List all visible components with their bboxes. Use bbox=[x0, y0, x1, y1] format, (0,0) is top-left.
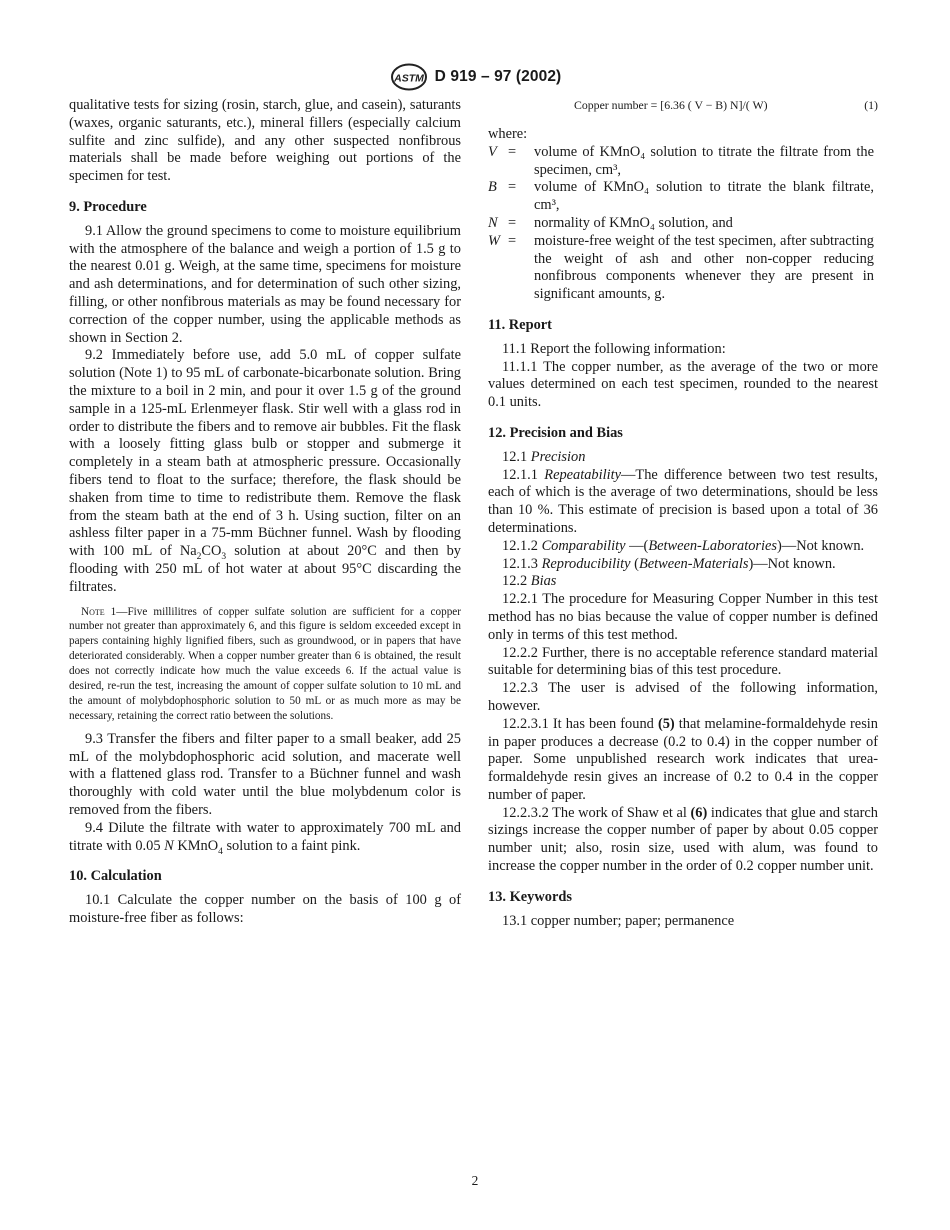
svg-text:ASTM: ASTM bbox=[393, 72, 424, 85]
page-header bbox=[0, 62, 950, 92]
paragraph-9-2: 9.2 Immediately before use, add 5.0 mL of copper sulfate solution (Note 1) to 95 mL of carbonate-bicarbonate solution. Bring the mixture to a boil in 2 min, and pour it over 1.5 g of the ground sample in a 125-mL Erlenmeyer flask. Stir well with a glass rod in order to distribute the fibers and to remove air bubbles. Fit the flask with a loosely fitting glass bulb or stopper and submerge it completely in a steam bath at atmospheric pressure. Occasionally fibers tend to float to the surface; therefore, the flask should be shaken from time to time to redistribute them. Remove the flask from the steam bath at the end of 3 h. Using suction, filter on an ashless filter paper in a 75-mm Büchner funnel. Wash by flooding with 100 mL of $Na_2CO_3$ solution at about 20°C and then by flooding with 250 mL of hot water at about 95°C discarding the filtrates. bbox=[69, 347, 461, 595]
paragraph-11-1: 11.1 Report the following information: bbox=[502, 340, 726, 357]
definition-b: B = volume of KMnO₄ solution to titrate the blank filtrate, cm³, bbox=[488, 179, 874, 214]
definition-w: W = moisture-free weight of the test specimen, after subtracting the weight of ash and other non-copper reducing nonfibrous components whenever they are present in significant amounts, g. bbox=[488, 232, 874, 303]
section-13-title: 13. Keywords bbox=[488, 888, 572, 905]
paragraph-12-1-1: 12.1.1 Repeatability—The difference between two test results, each of which is the average of two determinations, should be less than 10 %. This estimate of precision is based upon a total of 36 determinations. bbox=[488, 466, 878, 536]
paragraph-9-1: 9.1 Allow the ground specimens to come to moisture equilibrium with the atmosphere of the balance and weigh a portion of 1.5 g to the nearest 0.01 g. Weigh, at the same time, specimens for moisture and ash determinations, and for determination of such other sizing, filling, or other nonfibrous materials as may be found necessary for correction of the copper number, using the applicable methods as shown in Section 2. bbox=[69, 222, 461, 346]
document-designation: D 919 – 97 (2002) bbox=[434, 68, 562, 85]
equation-number: (1) bbox=[864, 98, 878, 112]
section-11-title: 11. Report bbox=[488, 316, 552, 333]
page-number: 2 bbox=[471, 1173, 479, 1188]
paragraph-12-2-3: 12.2.3 The user is advised of the following information, however. bbox=[488, 680, 878, 714]
section-12-title: 12. Precision and Bias bbox=[488, 424, 623, 441]
astm-logo-icon bbox=[389, 63, 429, 91]
where-label: where: bbox=[488, 126, 528, 142]
section-10-title: 10. Calculation bbox=[69, 868, 162, 885]
equation-text: Copper number = [6.36 ( V − B) N]/( W) bbox=[574, 98, 768, 112]
paragraph-12-2-3-1: 12.2.3.1 It has been found (5) that melamine-formaldehyde resin in paper produces a decrease (0.2 to 0.4) in the copper number of paper. Some unpublished research work indicates that urea-formaldehyde resin gives an increase of 0.2 to 0.4 in the copper number of paper. bbox=[488, 715, 878, 803]
paragraph-12-1-3: 12.1.3 Reproducibility (Between-Materials)—Not known. bbox=[502, 555, 836, 572]
paragraph-10-1: 10.1 Calculate the copper number on the basis of 100 g of moisture-free fiber as follows: bbox=[69, 892, 461, 926]
paragraph-9-3: 9.3 Transfer the fibers and filter paper to a small beaker, add 25 mL of the molybdophosphoric acid solution, and macerate well with a flattened glass rod. Transfer to a Büchner funnel and wash thoroughly with cold water until the blue molybdenum color is removed from the fibers. bbox=[69, 730, 461, 818]
paragraph-12-2-3-2: 12.2.3.2 The work of Shaw et al (6) indicates that glue and starch sizings increase the copper number of paper by about 0.05 copper number unit; also, rosin size, used with alum, was found to increase the copper number in the order of 0.2 copper number unit. bbox=[488, 804, 878, 875]
paragraph-12-2-2: 12.2.2 Further, there is no acceptable reference standard material suitable for determining bias of this test procedure. bbox=[488, 644, 878, 679]
paragraph-12-2-1: 12.2.1 The procedure for Measuring Copper Number in this test method has no bias because the value of copper number is defined only in terms of this test method. bbox=[488, 591, 878, 643]
paragraph-12-1: 12.1 Precision bbox=[502, 448, 586, 465]
section-9-title: 9. Procedure bbox=[69, 198, 147, 215]
intro-paragraph: qualitative tests for sizing (rosin, starch, glue, and casein), saturants (waxes, organic saturants, etc.), mineral fillers (especially calcium sulfite and zinc sulfide), and any other suspected nonfibrous materials shall be made before weighing out portions of the specimen for test. bbox=[69, 97, 461, 185]
left-column bbox=[69, 97, 461, 928]
definition-v: V = volume of KMnO₄ solution to titrate the filtrate from the specimen, cm³, bbox=[488, 143, 874, 178]
right-column bbox=[488, 97, 878, 930]
paragraph-13-1: 13.1 copper number; paper; permanence bbox=[502, 912, 735, 929]
paragraph-12-1-2: 12.1.2 Comparability —(Between-Laboratories)—Not known. bbox=[502, 537, 865, 554]
paragraph-9-4: 9.4 Dilute the filtrate with water to approximately 700 mL and titrate with 0.05 N KMnO$_4$ solution to a faint pink. bbox=[69, 819, 461, 857]
definition-n: N = normality of KMnO₄ solution, and bbox=[488, 214, 733, 231]
note-1: Note 1—Five millilitres of copper sulfate solution are sufficient for a copper number not greater than approximately 6, and this figure is seldom exceeded except in papers containing highly lignified fibers, such as groundwood, or in papers that have deteriorated considerably. When a copper number greater than 6 is obtained, the result does not correctly indicate how much the value exceeds 6. If the actual value is desired, re-run the test, increasing the amount of copper sulfate solution to 10 mL and the amount of molybdophosphoric solution to 50 mL or as much more as may be necessary, retaining the correct ratio between the solutions. bbox=[69, 605, 461, 722]
equation-1 bbox=[488, 97, 878, 117]
paragraph-11-1-1: 11.1.1 The copper number, as the average of the two or more values determined on each test specimen, rounded to the nearest 0.1 units. bbox=[488, 358, 878, 411]
paragraph-12-2: 12.2 Bias bbox=[502, 573, 557, 590]
